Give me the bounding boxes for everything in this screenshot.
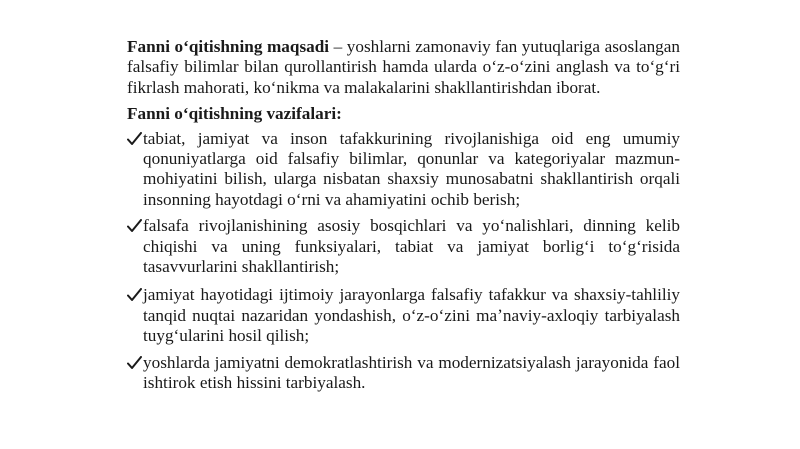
slide-content <box>127 37 680 400</box>
task-item-text: falsafa rivojlanishining asosiy bosqichlari va yoʻnalishlari, dinning kelib chiqishi va uning funksiyalari, tabiat va jamiyat borligʻi toʻgʻrisida tasavvurlarini shakllantirish; <box>143 216 680 277</box>
task-item <box>127 129 680 211</box>
task-item <box>127 353 680 394</box>
task-item-text: tabiat, jamiyat va inson tafakkurining rivojlanishiga oid eng umumiy qonuniyatlarga oid falsafiy bilimlar, qonunlar va kategoriyalar mazmun-mohiyatini bilish, ularga nisbatan shaxsiy munosabatni shakllantirish orqali insonning hayotdagi oʻrni va ahamiyatini ochib berish; <box>143 128 680 209</box>
tasks-heading: Fanni oʻqitishning vazifalari: <box>127 104 342 124</box>
task-item <box>127 285 680 346</box>
checkmark-icon <box>127 216 143 236</box>
intro-text: – yoshlarni zamonaviy fan yutuqlariga asoslangan falsafiy bilimlar bilan qurollantirish hamda ularda oʻz-oʻzini anglash va toʻgʻri fikrlash mahorati, koʻnikma va malakalarini shakllantirishdan iborat. <box>127 37 680 97</box>
task-item-text: yoshlarda jamiyatni demokratlashtirish va modernizatsiyalash jarayonida faol ishtirok etish hissini tarbiyalash. <box>143 352 680 393</box>
checkmark-icon <box>127 285 143 305</box>
task-item-text: jamiyat hayotidagi ijtimoiy jarayonlarga falsafiy tafakkur va shaxsiy-tahliliy tanqid nuqtai nazaridan yondashish, oʻz-oʻzini maʼnaviy-axloqiy tarbiyalash tuygʻularini hosil qilish; <box>143 285 680 346</box>
task-item <box>127 216 680 277</box>
tasks-list <box>127 129 680 394</box>
checkmark-icon <box>127 353 143 373</box>
intro-paragraph <box>127 37 680 98</box>
intro-term: Fanni oʻqitishning maqsadi <box>127 37 330 56</box>
checkmark-icon <box>127 129 143 149</box>
